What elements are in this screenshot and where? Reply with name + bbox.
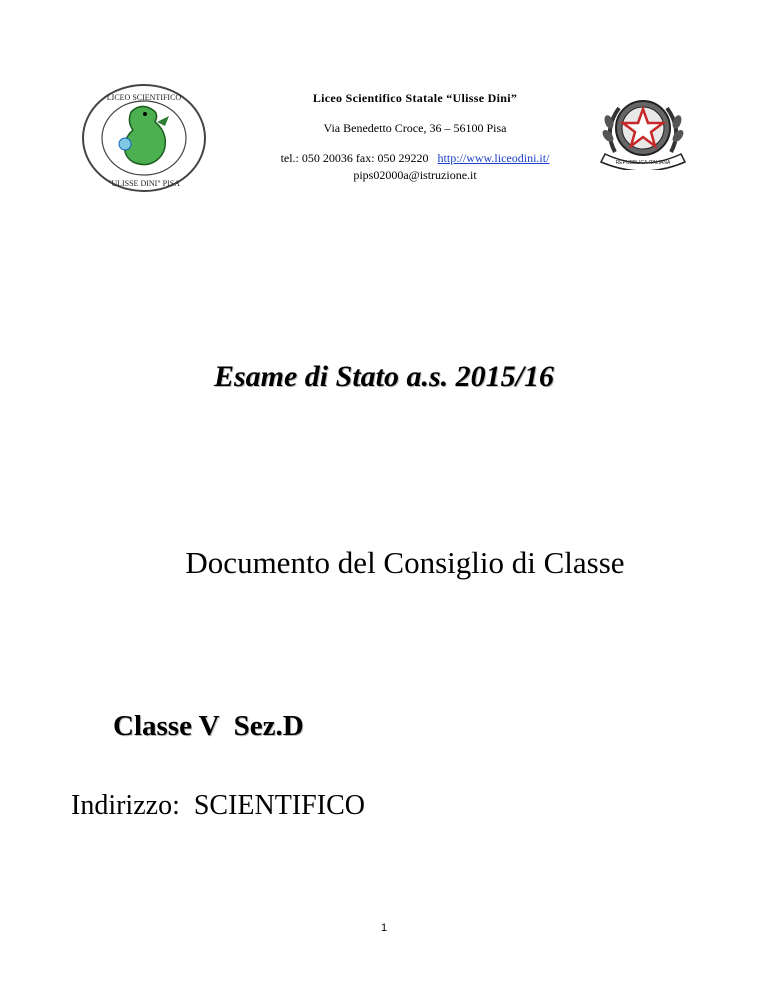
class-section: Classe V Sez.D bbox=[113, 710, 304, 742]
italian-republic-emblem-icon bbox=[597, 92, 689, 170]
page-number: 1 bbox=[380, 922, 388, 934]
svg-text:LICEO SCIENTIFICO: LICEO SCIENTIFICO bbox=[106, 93, 182, 102]
exam-title: Esame di Stato a.s. 2015/16 bbox=[213, 360, 555, 393]
contact-line bbox=[240, 151, 590, 166]
website-link[interactable]: http://www.liceodini.it/ bbox=[437, 151, 550, 165]
school-name: Liceo Scientifico Statale “Ulisse Dini” bbox=[312, 91, 518, 105]
phone-fax: tel.: 050 20036 fax: 050 29220 bbox=[280, 151, 429, 165]
school-address: Via Benedetto Croce, 36 – 56100 Pisa bbox=[323, 121, 507, 135]
document-title: Documento del Consiglio di Classe bbox=[185, 545, 625, 580]
school-email: pips02000a@istruzione.it bbox=[353, 168, 477, 182]
svg-text:"ULISSE DINI" PISA: "ULISSE DINI" PISA bbox=[108, 179, 180, 188]
study-track: Indirizzo: SCIENTIFICO bbox=[71, 790, 365, 821]
svg-text:REPUBBLICA ITALIANA: REPUBBLICA ITALIANA bbox=[615, 160, 671, 166]
school-seal-icon bbox=[79, 82, 209, 194]
